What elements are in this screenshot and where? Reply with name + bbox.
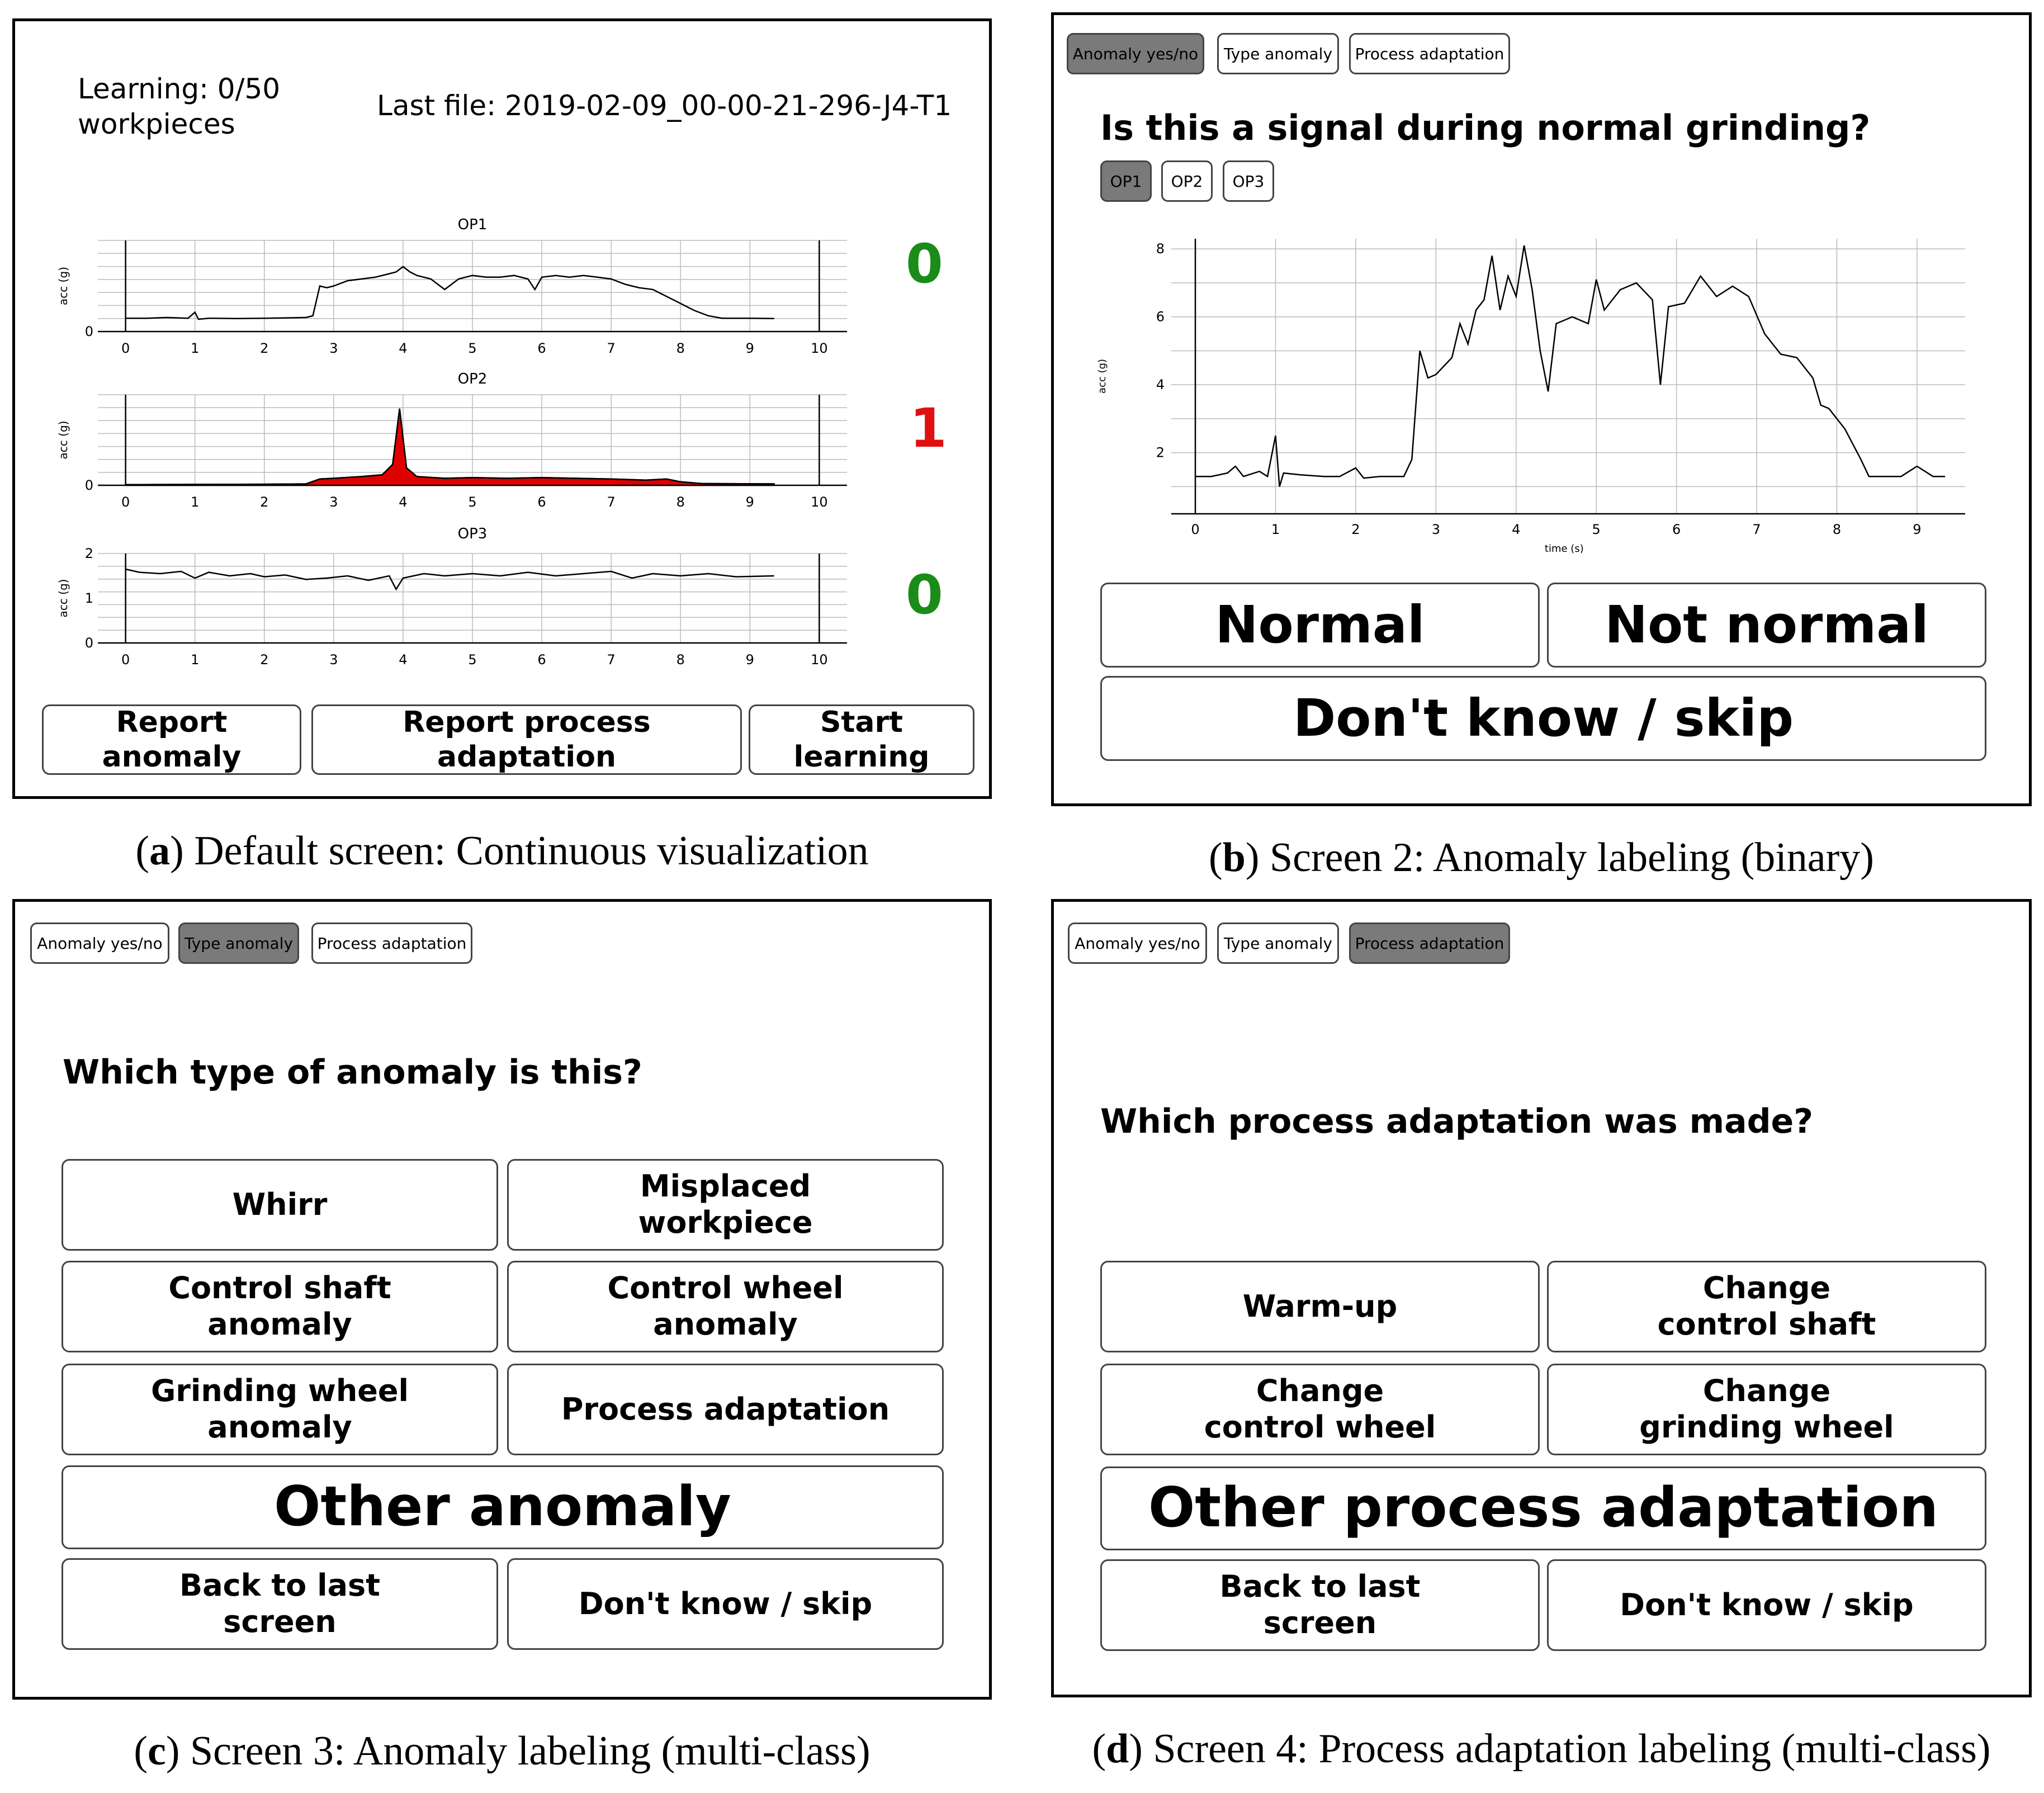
process-adaptation-button[interactable]: Process adaptation [507,1364,944,1455]
tab-op3[interactable]: OP3 [1223,160,1274,202]
x-tick-label: 2 [260,494,269,510]
warm-up-button[interactable]: Warm-up [1100,1261,1540,1352]
y-tick-label: 2 [1156,444,1165,461]
x-tick-label: 4 [399,340,408,356]
y-tick-label: 0 [84,477,93,493]
question-title: Is this a signal during normal grinding? [1100,107,1871,148]
x-tick-label: 7 [607,494,616,510]
x-tick-label: 7 [1752,522,1761,537]
normal-button[interactable]: Normal [1100,583,1540,668]
y-tick-label: 2 [84,546,93,561]
x-tick-label: 6 [1672,522,1681,537]
x-tick-label: 1 [191,340,200,356]
tab-process-adaptation[interactable]: Process adaptation [1349,922,1510,964]
y-tick-label: 6 [1156,309,1165,325]
x-tick-label: 8 [676,652,685,668]
y-axis-label: acc (g) [56,420,70,460]
x-tick-label: 5 [468,494,477,510]
x-tick-label: 5 [1592,522,1601,537]
chart-op2 [56,371,847,510]
x-tick-label: 3 [1431,522,1440,537]
chart-op1-detail [1096,239,1965,555]
x-tick-label: 10 [811,340,828,356]
x-tick-label: 2 [260,340,269,356]
panel-anomaly-binary [1051,12,2032,806]
x-tick-label: 10 [811,652,828,668]
tab-anomaly-yes-no[interactable]: Anomaly yes/no [30,922,169,964]
report-process-adaptation-button[interactable]: Report process adaptation [311,704,742,775]
x-tick-label: 9 [745,340,754,356]
report-anomaly-button[interactable]: Report anomaly [42,704,301,775]
x-tick-label: 0 [121,340,130,356]
x-tick-label: 5 [468,652,477,668]
y-axis-label: acc (g) [1096,358,1108,394]
panel-default-screen [12,18,992,799]
caption-c: (c) Screen 3: Anomaly labeling (multi-class) [134,1728,870,1774]
x-tick-label: 5 [468,340,477,356]
x-tick-label: 0 [121,494,130,510]
y-tick-label: 4 [1156,377,1165,393]
op1-anomaly-count: 0 [906,233,943,295]
caption-a: (a) Default screen: Continuous visualization [135,828,869,874]
other-anomaly-button[interactable]: Other anomaly [61,1465,944,1549]
signal-line [126,267,774,319]
panel-anomaly-multiclass [12,899,992,1700]
x-tick-label: 9 [745,494,754,510]
x-tick-label: 6 [537,494,546,510]
tab-anomaly-yes-no[interactable]: Anomaly yes/no [1068,922,1207,964]
control-shaft-anomaly-button[interactable]: Control shaft anomaly [61,1261,498,1352]
x-tick-label: 4 [1512,522,1521,537]
y-axis-label: acc (g) [56,267,70,305]
y-tick-label: 0 [84,324,93,339]
x-tick-label: 10 [811,494,828,510]
signal-area [126,409,774,485]
x-tick-label: 3 [329,494,338,510]
x-tick-label: 1 [191,494,200,510]
x-tick-label: 2 [1351,522,1360,537]
y-tick-label: 0 [84,635,93,651]
tab-type-anomaly[interactable]: Type anomaly [1217,922,1339,964]
not-normal-button[interactable]: Not normal [1547,583,1986,668]
x-tick-label: 4 [399,652,408,668]
control-wheel-anomaly-button[interactable]: Control wheel anomaly [507,1261,944,1352]
y-tick-label: 8 [1156,241,1165,257]
chart-title: OP3 [457,526,488,542]
tab-process-adaptation[interactable]: Process adaptation [1349,33,1510,74]
x-tick-label: 2 [260,652,269,668]
x-tick-label: 8 [676,494,685,510]
op3-anomaly-count: 0 [906,564,943,626]
chart-op1 [56,216,847,356]
x-axis-label: time (s) [1544,543,1584,555]
x-tick-label: 3 [329,340,338,356]
misplaced-workpiece-button[interactable]: Misplaced workpiece [507,1159,944,1251]
x-tick-label: 6 [537,340,546,356]
other-process-adaptation-button[interactable]: Other process adaptation [1100,1466,1986,1550]
dont-know-skip-button[interactable]: Don't know / skip [507,1558,944,1650]
op2-anomaly-count: 1 [910,397,947,460]
x-tick-label: 0 [1191,522,1200,537]
caption-d: (d) Screen 4: Process adaptation labeling (multi-class) [1092,1726,1991,1772]
x-tick-label: 0 [121,652,130,668]
question-title: Which process adaptation was made? [1100,1102,1814,1141]
dont-know-skip-button[interactable]: Don't know / skip [1547,1559,1986,1651]
panel-process-adaptation-multiclass [1051,899,2032,1697]
x-tick-label: 9 [1913,522,1922,537]
start-learning-button[interactable]: Start learning [749,704,974,775]
y-tick-label: 1 [84,590,93,606]
chart-op3 [56,526,847,668]
op-charts [15,21,989,796]
x-tick-label: 8 [1832,522,1842,537]
change-control-shaft-button[interactable]: Change control shaft [1547,1261,1986,1352]
x-tick-label: 7 [607,652,616,668]
chart-title: OP2 [457,371,488,387]
tab-type-anomaly[interactable]: Type anomaly [178,922,299,964]
grinding-wheel-anomaly-button[interactable]: Grinding wheel anomaly [61,1364,498,1455]
back-to-last-screen-button[interactable]: Back to last screen [61,1558,498,1650]
question-title: Which type of anomaly is this? [63,1053,642,1092]
tab-type-anomaly[interactable]: Type anomaly [1217,33,1339,74]
x-tick-label: 3 [329,652,338,668]
tab-op1[interactable]: OP1 [1100,160,1152,202]
x-tick-label: 9 [745,652,754,668]
x-tick-label: 6 [537,652,546,668]
whirr-button[interactable]: Whirr [61,1159,498,1251]
x-tick-label: 1 [1271,522,1280,537]
chart-title: OP1 [457,216,488,233]
last-file-label: Last file: 2019-02-09_00-00-21-296-J4-T1 [377,89,952,122]
tab-op2[interactable]: OP2 [1161,160,1213,202]
dont-know-skip-button[interactable]: Don't know / skip [1100,676,1986,761]
learning-status: Learning: 0/50 workpieces [78,73,281,140]
change-control-wheel-button[interactable]: Change control wheel [1100,1364,1540,1455]
y-axis-label: acc (g) [56,579,70,618]
signal-line [1195,245,1945,486]
change-grinding-wheel-button[interactable]: Change grinding wheel [1547,1364,1986,1455]
x-tick-label: 8 [676,340,685,356]
x-tick-label: 4 [399,494,408,510]
caption-b: (b) Screen 2: Anomaly labeling (binary) [1209,835,1874,881]
back-to-last-screen-button[interactable]: Back to last screen [1100,1559,1540,1651]
tab-anomaly-yes-no[interactable]: Anomaly yes/no [1067,33,1204,74]
x-tick-label: 1 [191,652,200,668]
tab-process-adaptation[interactable]: Process adaptation [311,922,472,964]
x-tick-label: 7 [607,340,616,356]
